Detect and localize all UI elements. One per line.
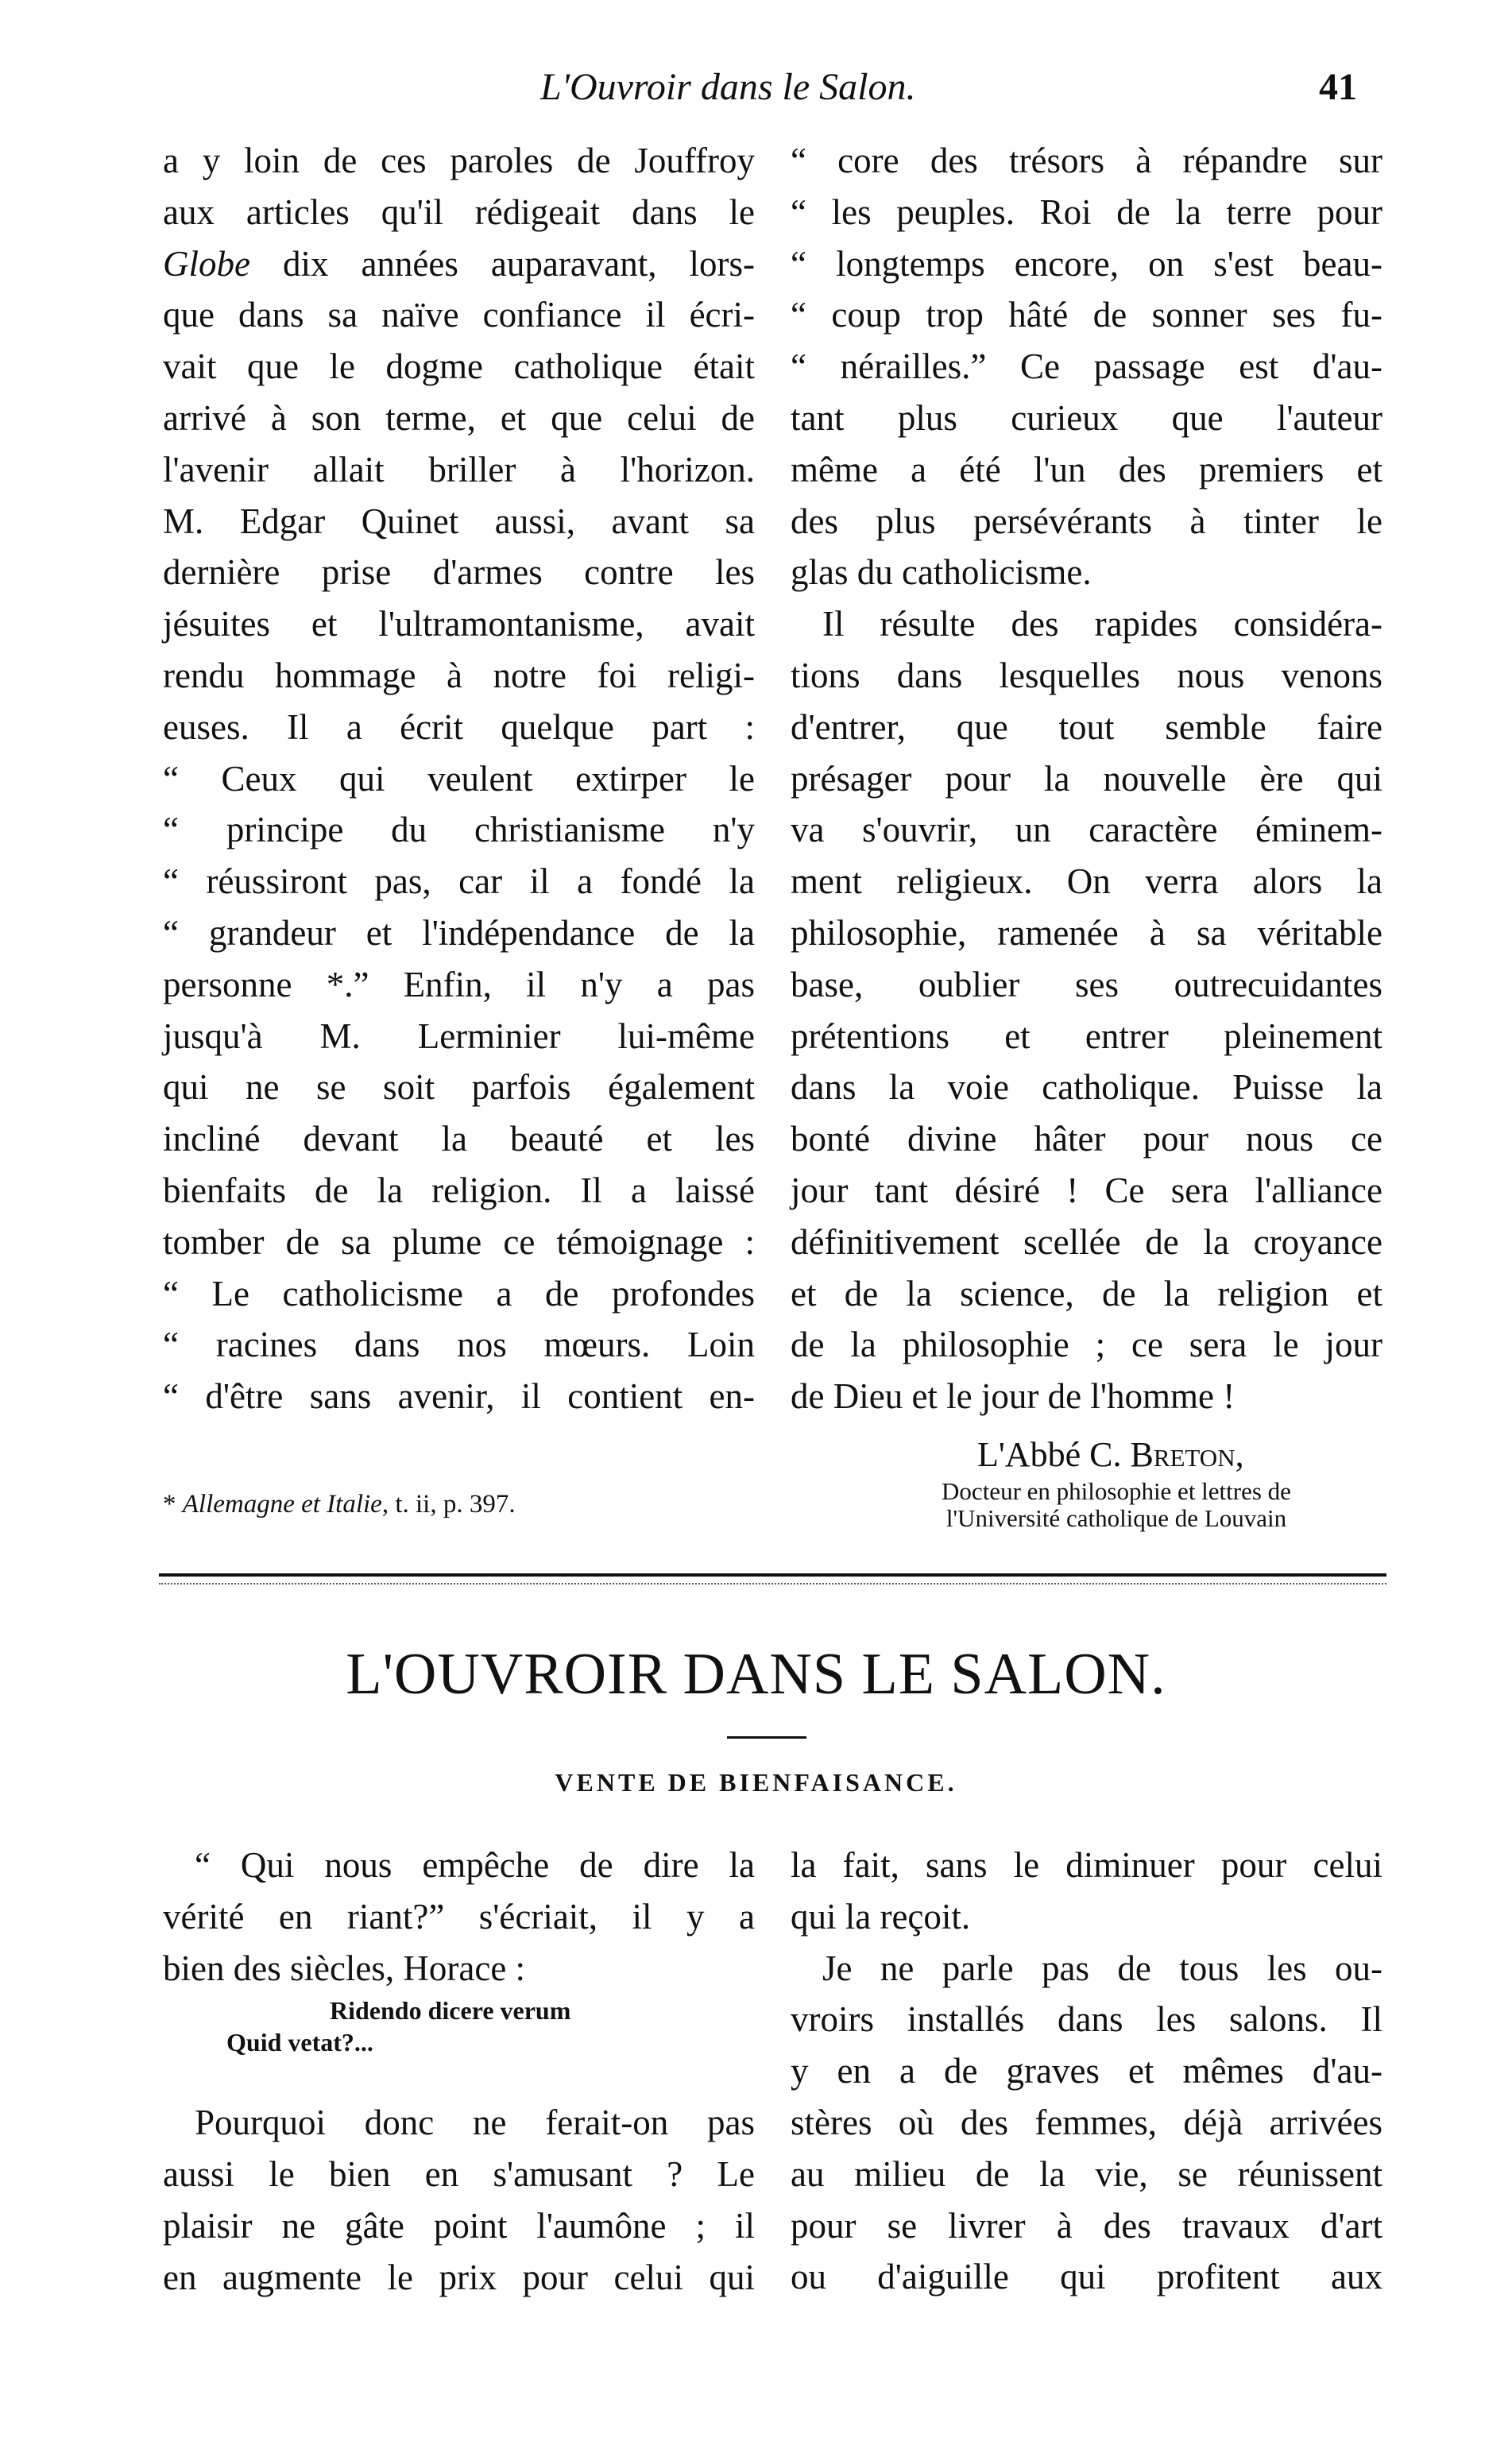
text-line: Pourquoi donc ne ferait-on pas — [195, 2103, 755, 2143]
running-title: L'Ouvroir dans le Salon. — [540, 66, 916, 108]
text-line: aussi le bien en s'amusant ? Le — [163, 2154, 755, 2195]
text-line: vroirs installés dans les salons. Il — [791, 1999, 1382, 2040]
signature-name: Breton, — [1130, 1435, 1244, 1474]
right-column — [791, 135, 1382, 1422]
affiliation-line: l'Université catholique de Louvain — [945, 1504, 1287, 1532]
text-line: “ nérailles.” Ce passage est d'au- — [791, 346, 1382, 387]
text-line: d'entrer, que tout semble faire — [791, 706, 1382, 747]
text-line: “ d'être sans avenir, il contient en- — [163, 1376, 755, 1417]
text-line: vérité en riant?” s'écriait, il y a — [163, 1896, 755, 1937]
text-line: “ Qui nous empêche de dire la — [195, 1845, 755, 1885]
text-line: incliné devant la beauté et les — [163, 1119, 755, 1159]
signature — [977, 1434, 1244, 1475]
text-line: dernière prise d'armes contre les — [163, 552, 755, 593]
text-line: bonté divine hâter pour nous ce — [791, 1119, 1382, 1159]
text-line: que dans sa naïve confiance il écri- — [163, 295, 755, 335]
section-title: L'OUVROIR DANS LE SALON. — [346, 1642, 1166, 1707]
section-divider — [159, 1573, 1386, 1577]
text-line: “ coup trop hâté de sonner ses fu- — [791, 295, 1382, 335]
text-line: dans la voie catholique. Puisse la — [791, 1067, 1382, 1108]
text-line: même a été l'un des premiers et — [791, 449, 1382, 489]
text-line: en augmente le prix pour celui qui — [163, 2257, 755, 2297]
verse-line: Quid vetat?... — [226, 2028, 373, 2057]
text-line: “ les peuples. Roi de la terre pour — [791, 192, 1382, 232]
text-line: et de la science, de la religion et — [791, 1273, 1382, 1314]
text-line: glas du catholicisme. — [791, 552, 1092, 593]
text-line: plaisir ne gâte point l'aumône ; il — [163, 2205, 755, 2246]
text-line: définitivement scellée de la croyance — [791, 1221, 1382, 1262]
text-line: “ Ceux qui veulent extirper le — [163, 758, 755, 799]
text-line: base, oublier ses outrecuidantes — [791, 964, 1382, 1004]
verse-line: Ridendo dicere verum — [330, 1996, 571, 2025]
text-line: présager pour la nouvelle ère qui — [791, 758, 1382, 799]
text-line: des plus persévérants à tinter le — [791, 501, 1382, 541]
footnote-reference: , t. ii, p. 397. — [381, 1490, 516, 1519]
latin-verse — [226, 1995, 570, 2058]
text-line: jour tant désiré ! Ce sera l'alliance — [791, 1170, 1382, 1210]
text-line: personne *.” Enfin, il n'y a pas — [163, 964, 755, 1004]
text-line: Il résulte des rapides considéra- — [822, 604, 1382, 644]
text-line: philosophie, ramenée à sa véritable — [791, 912, 1382, 953]
text-line: Globe dix années auparavant, lors- — [163, 243, 755, 284]
text-line: bien des siècles, Horace : — [163, 1948, 526, 1988]
text-line: “ réussiront pas, car il a fondé la — [163, 861, 755, 902]
text-line: “ grandeur et l'indépendance de la — [163, 912, 755, 953]
text-line: “ longtemps encore, on s'est beau- — [791, 243, 1382, 284]
footnote-mark: * — [163, 1490, 183, 1519]
affiliation-line: Docteur en philosophie et lettres de — [942, 1477, 1291, 1505]
text-line: M. Edgar Quinet aussi, avant sa — [163, 501, 755, 541]
section-divider-dotted — [159, 1583, 1386, 1584]
text-line: prétentions et entrer pleinement — [791, 1016, 1382, 1056]
italic-word: Globe — [163, 243, 250, 284]
title-rule — [727, 1736, 806, 1739]
text-line: “ principe du christianisme n'y — [163, 810, 755, 850]
text-line: jusqu'à M. Lerminier lui-même — [163, 1016, 755, 1056]
text-line: vait que le dogme catholique était — [163, 346, 755, 387]
text-line: de la philosophie ; ce sera le jour — [791, 1325, 1382, 1365]
text-line: rendu hommage à notre foi religi- — [163, 655, 755, 695]
text-line: va s'ouvrir, un caractère éminem- — [791, 810, 1382, 850]
text-line: euses. Il a écrit quelque part : — [163, 706, 755, 747]
text-line: a y loin de ces paroles de Jouffroy — [163, 141, 755, 180]
text-line: bienfaits de la religion. Il a laissé — [163, 1170, 755, 1210]
text-line: y en a de graves et mêmes d'au- — [791, 2051, 1382, 2091]
text-line: ou d'aiguille qui profitent aux — [791, 2257, 1382, 2297]
text-line: au milieu de la vie, se réunissent — [791, 2153, 1382, 2194]
running-head — [0, 65, 1512, 121]
text-line: l'avenir allait briller à l'horizon. — [163, 449, 755, 489]
text-line: stères où des femmes, déjà arrivées — [791, 2102, 1382, 2142]
text-line: pour se livrer à des travaux d'art — [791, 2205, 1382, 2246]
text-line: tant plus curieux que l'auteur — [791, 397, 1382, 438]
text-line: “ Le catholicisme a de profondes — [163, 1273, 755, 1314]
footnote-title: Allemagne et Italie — [182, 1490, 382, 1519]
section-subtitle: VENTE DE BIENFAISANCE. — [555, 1768, 957, 1797]
text-line: tomber de sa plume ce témoignage : — [163, 1221, 755, 1262]
left-column-2 — [163, 1840, 755, 2304]
text-line: “ core des trésors à répandre sur — [791, 141, 1382, 180]
signature-prefix: L'Abbé C. — [977, 1435, 1131, 1474]
text-line: “ racines dans nos mœurs. Loin — [163, 1325, 755, 1365]
right-column-2 — [791, 1840, 1382, 2303]
text-line: qui la reçoit. — [791, 1896, 971, 1937]
text-line: Je ne parle pas de tous les ou- — [822, 1948, 1382, 1988]
text-line: qui ne se soit parfois également — [163, 1067, 755, 1108]
affiliation — [842, 1478, 1390, 1532]
left-column — [163, 135, 755, 1422]
text-line: aux articles qu'il rédigeait dans le — [163, 192, 755, 232]
text-line: ment religieux. On verra alors la — [791, 861, 1382, 902]
text-line: jésuites et l'ultramontanisme, avait — [163, 604, 755, 644]
text-line: tions dans lesquelles nous venons — [791, 655, 1382, 695]
text-line: arrivé à son terme, et que celui de — [163, 397, 755, 438]
text-line: de Dieu et le jour de l'homme ! — [791, 1376, 1236, 1417]
footnote — [163, 1490, 516, 1519]
page-number: 41 — [1319, 66, 1357, 108]
text-line: la fait, sans le diminuer pour celui — [791, 1845, 1382, 1885]
